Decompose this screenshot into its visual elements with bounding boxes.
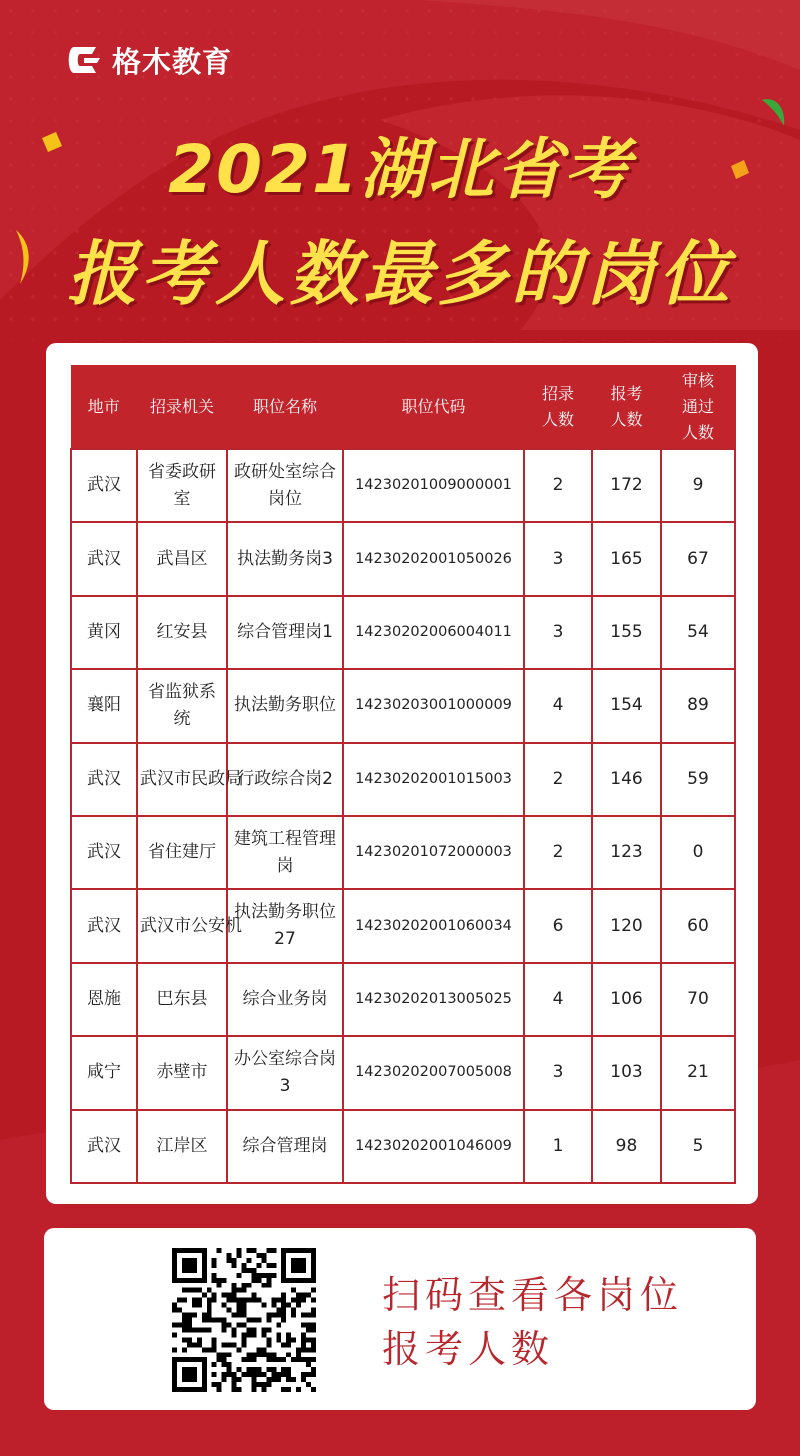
cell-quota: 2 — [524, 743, 592, 816]
table-header-approved: 审核 通过 人数 — [661, 365, 735, 449]
cell-approved: 70 — [661, 963, 735, 1036]
cell-agency: 武汉市民政局 — [137, 743, 227, 816]
table-header-code: 职位代码 — [343, 365, 524, 449]
cta-line2: 报考人数 — [382, 1327, 555, 1371]
cell-approved: 54 — [661, 596, 735, 669]
cell-city: 武汉 — [71, 522, 137, 595]
cell-city: 武汉 — [71, 449, 137, 522]
cell-approved: 67 — [661, 522, 735, 595]
cell-approved: 0 — [661, 816, 735, 889]
cta-text — [382, 1268, 683, 1376]
cell-applicants: 120 — [592, 889, 661, 962]
cell-position: 综合管理岗 — [227, 1110, 343, 1183]
cell-applicants: 165 — [592, 522, 661, 595]
cell-city: 武汉 — [71, 889, 137, 962]
table-row — [71, 669, 735, 742]
table-header-city: 地市 — [71, 365, 137, 449]
cell-agency: 武昌区 — [137, 522, 227, 595]
table-row — [71, 449, 735, 522]
cell-quota: 2 — [524, 816, 592, 889]
cell-code: 14230202006004011 — [343, 596, 524, 669]
cell-quota: 2 — [524, 449, 592, 522]
cell-applicants: 103 — [592, 1036, 661, 1109]
cell-agency: 红安县 — [137, 596, 227, 669]
cell-position: 综合业务岗 — [227, 963, 343, 1036]
cell-code: 14230201072000003 — [343, 816, 524, 889]
table-row — [71, 816, 735, 889]
cell-agency: 巴东县 — [137, 963, 227, 1036]
cell-quota: 3 — [524, 596, 592, 669]
cell-quota: 3 — [524, 1036, 592, 1109]
cell-agency: 省委政研室 — [137, 449, 227, 522]
table-header-position: 职位名称 — [227, 365, 343, 449]
cell-quota: 4 — [524, 669, 592, 742]
cell-position: 行政综合岗2 — [227, 743, 343, 816]
table-row — [71, 1110, 735, 1183]
cell-agency: 省监狱系统 — [137, 669, 227, 742]
cell-approved: 9 — [661, 449, 735, 522]
cell-agency: 江岸区 — [137, 1110, 227, 1183]
cell-agency: 省住建厅 — [137, 816, 227, 889]
brand-logo — [66, 40, 232, 80]
cell-approved: 89 — [661, 669, 735, 742]
cell-code: 14230202001015003 — [343, 743, 524, 816]
cell-quota: 6 — [524, 889, 592, 962]
table-body — [71, 449, 735, 1183]
logo-mark-icon — [66, 41, 106, 79]
page-title-line2: 报考人数最多的岗位 — [67, 233, 733, 315]
page-title-line1: 2021湖北省考 — [168, 131, 632, 208]
table-row — [71, 963, 735, 1036]
cell-agency: 赤壁市 — [137, 1036, 227, 1109]
cell-applicants: 172 — [592, 449, 661, 522]
cell-city: 恩施 — [71, 963, 137, 1036]
cell-applicants: 154 — [592, 669, 661, 742]
cell-applicants: 98 — [592, 1110, 661, 1183]
cell-approved: 59 — [661, 743, 735, 816]
cta-line1: 扫码查看各岗位 — [382, 1273, 684, 1317]
cell-city: 武汉 — [71, 816, 137, 889]
table-header-applicants: 报考 人数 — [592, 365, 661, 449]
cell-position: 执法勤务岗3 — [227, 522, 343, 595]
cell-applicants: 146 — [592, 743, 661, 816]
cell-city: 武汉 — [71, 743, 137, 816]
cell-applicants: 123 — [592, 816, 661, 889]
table-row — [71, 596, 735, 669]
cell-approved: 21 — [661, 1036, 735, 1109]
cell-code: 14230202001060034 — [343, 889, 524, 962]
table-card — [46, 343, 758, 1204]
table-header-agency: 招录机关 — [137, 365, 227, 449]
table-row — [71, 889, 735, 962]
table-row — [71, 1036, 735, 1109]
cell-code: 14230202001046009 — [343, 1110, 524, 1183]
table-header-row — [71, 365, 735, 449]
cell-position: 建筑工程管理岗 — [227, 816, 343, 889]
cell-quota: 3 — [524, 522, 592, 595]
cell-code: 14230202007005008 — [343, 1036, 524, 1109]
cell-quota: 4 — [524, 963, 592, 1036]
cell-position: 综合管理岗1 — [227, 596, 343, 669]
cell-approved: 60 — [661, 889, 735, 962]
qr-code-icon[interactable] — [172, 1248, 316, 1392]
positions-table — [70, 365, 736, 1184]
cell-code: 14230202001050026 — [343, 522, 524, 595]
cell-position: 办公室综合岗3 — [227, 1036, 343, 1109]
brand-name: 格木教育 — [112, 44, 233, 79]
cell-applicants: 155 — [592, 596, 661, 669]
cell-approved: 5 — [661, 1110, 735, 1183]
cell-applicants: 106 — [592, 963, 661, 1036]
table-row — [71, 743, 735, 816]
cell-city: 武汉 — [71, 1110, 137, 1183]
cell-position: 执法勤务职位27 — [227, 889, 343, 962]
cell-code: 14230203001000009 — [343, 669, 524, 742]
cell-city: 黄冈 — [71, 596, 137, 669]
cell-position: 执法勤务职位 — [227, 669, 343, 742]
cell-position: 政研处室综合岗位 — [227, 449, 343, 522]
cell-code: 14230201009000001 — [343, 449, 524, 522]
cell-agency: 武汉市公安机 — [137, 889, 227, 962]
table-header-quota: 招录 人数 — [524, 365, 592, 449]
cell-city: 襄阳 — [71, 669, 137, 742]
cell-code: 14230202013005025 — [343, 963, 524, 1036]
cell-quota: 1 — [524, 1110, 592, 1183]
cell-city: 咸宁 — [71, 1036, 137, 1109]
table-row — [71, 522, 735, 595]
qr-card — [44, 1228, 756, 1410]
